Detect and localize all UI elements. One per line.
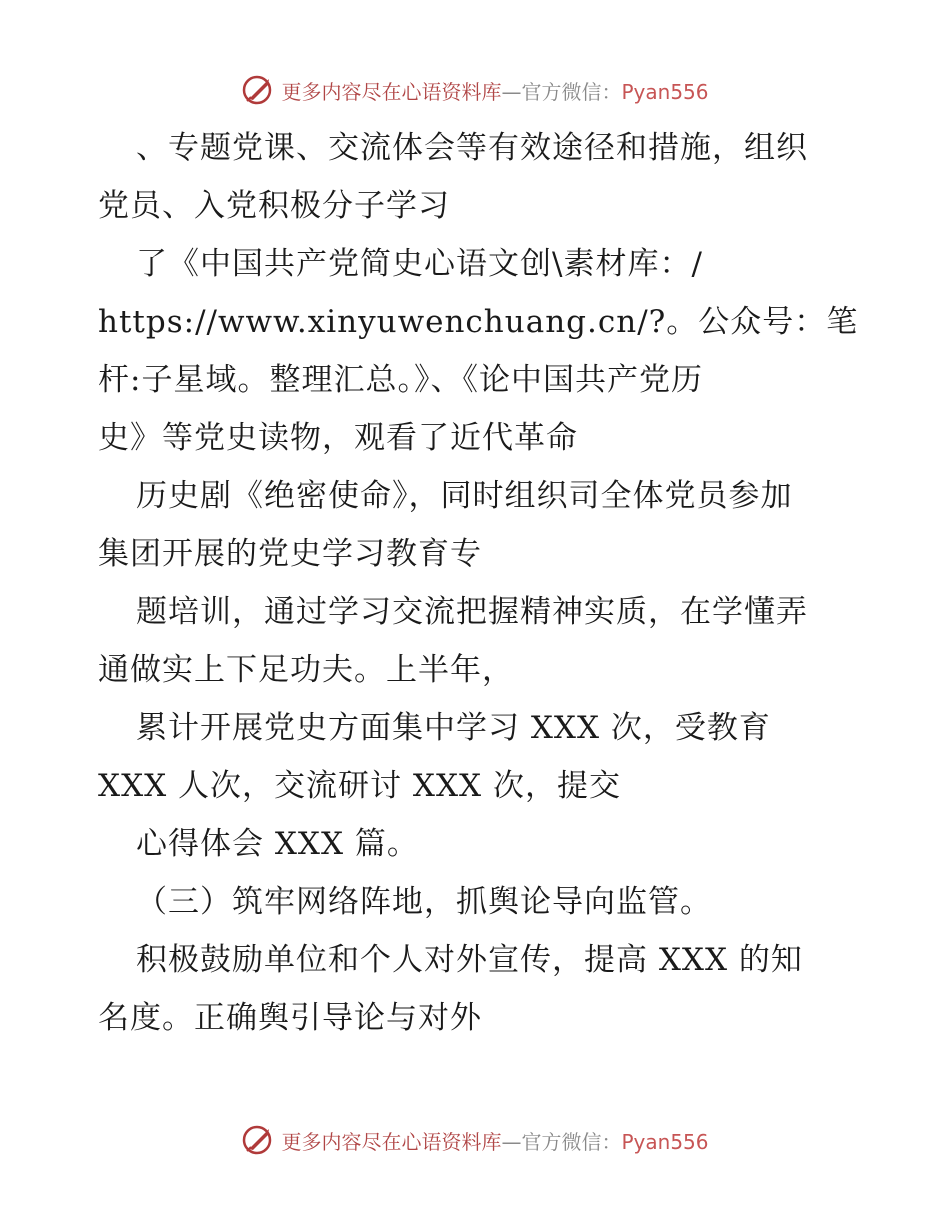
- section-heading: （三）筑牢网络阵地，抓舆论导向监管。: [136, 884, 712, 920]
- banner-wechat-id: Pyan556: [621, 1129, 709, 1154]
- banner-separator: —: [501, 1129, 522, 1154]
- banner-separator: —: [501, 79, 522, 104]
- pen-logo-icon: [241, 1123, 275, 1157]
- body-line: 历史剧《绝密使命》，同时组织司全体党员参加: [136, 478, 793, 514]
- footer-banner-text: [281, 1126, 708, 1155]
- body-line: 、专题党课、交流体会等有效途径和措施，组织: [136, 130, 808, 166]
- banner-wechat-label: 官方微信：: [521, 1129, 622, 1154]
- body-line: 了《中国共产党简史心语文创\素材库：/: [136, 246, 703, 282]
- banner-library-text: 更多内容尽在心语资料库: [281, 79, 502, 104]
- footer-banner: [0, 1120, 950, 1160]
- body-line: 集团开展的党史学习教育专: [98, 536, 482, 572]
- footer-banner-inner: [241, 1123, 708, 1157]
- body-line: 通做实上下足功夫。上半年，: [98, 652, 514, 688]
- body-line: 题培训，通过学习交流把握精神实质，在学懂弄: [136, 594, 808, 630]
- banner-library-text: 更多内容尽在心语资料库: [281, 1129, 502, 1154]
- body-line: 名度。正确舆引导论与对外: [98, 1000, 482, 1036]
- body-line: 史》等党史读物，观看了近代革命: [98, 420, 578, 456]
- banner-wechat-label: 官方微信：: [521, 79, 622, 104]
- banner-wechat-id: Pyan556: [621, 79, 709, 104]
- body-line: 心得体会 XXX 篇。: [136, 826, 419, 862]
- body-line: 累计开展党史方面集中学习 XXX 次，受教育: [136, 710, 771, 746]
- body-line: https://www.xinyuwenchuang.cn/?。公众号：笔: [98, 304, 859, 340]
- body-line: 党员、入党积极分子学习: [98, 188, 450, 224]
- body-line: 积极鼓励单位和个人对外宣传，提高 XXX 的知: [136, 942, 803, 978]
- body-line: XXX 人次，交流研讨 XXX 次，提交: [98, 768, 621, 804]
- body-line: 杆:子星域。整理汇总。》、《论中国共产党历: [98, 362, 703, 398]
